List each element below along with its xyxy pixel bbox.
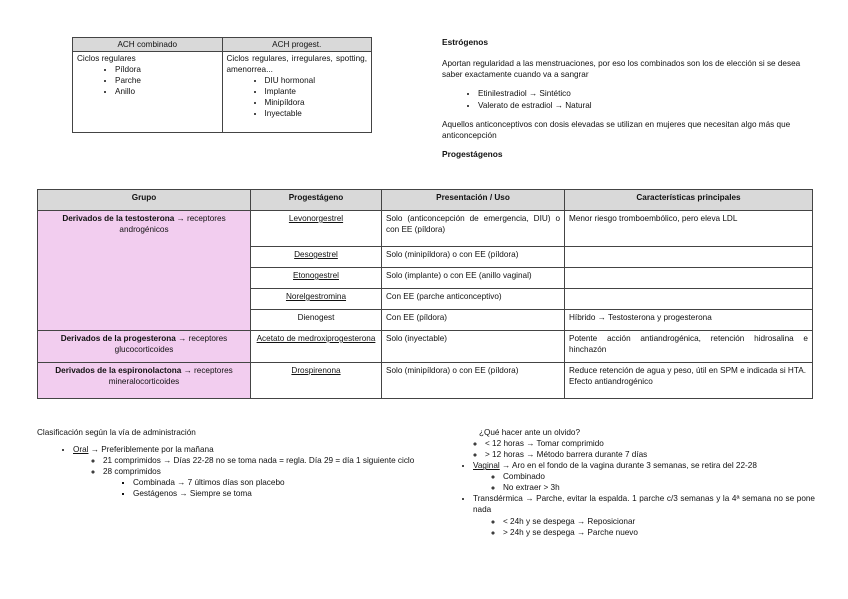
ach-left-item: • Píldora — [115, 64, 218, 75]
table-row — [38, 331, 813, 363]
group-espironolactona: Derivados de la espironolactona → receptores mineralocorticoides — [38, 363, 251, 399]
oral-sub-28: ◦ 28 comprimidos ▪ Combinada → 7 últimos días son placebo ▪ Gestágenos → Siempre se toma — [103, 466, 437, 499]
drug-features — [565, 268, 813, 289]
estrogenos-section — [442, 37, 814, 170]
estrogenos-note: Aquellos anticonceptivos con dosis elevadas se utilizan en mujeres que necesitan algo más que anticoncepción — [442, 119, 791, 140]
ach-right-item: • Inyectable — [265, 108, 368, 119]
olvido-title: ¿Qué hacer ante un olvido? — [479, 428, 581, 437]
header-caracteristicas: Características principales — [565, 190, 813, 211]
table-row — [38, 211, 813, 247]
drug-name: Norelgestromina — [251, 289, 382, 310]
progestagenos-title: Progestágenos — [442, 148, 503, 159]
drug-name: Etonogestrel — [251, 268, 382, 289]
progestagenos-table — [37, 189, 813, 399]
group-progesterona: Derivados de la progesterona → receptores glucocorticoides — [38, 331, 251, 363]
group-testosterona: Derivados de la testosterona → receptores androgénicos — [38, 211, 251, 331]
vaginal-sub: ◦ No extraer > 3h — [503, 482, 815, 493]
drug-name: Dienogest — [251, 310, 382, 331]
oral-item: • Oral → Preferiblemente por la mañana ◦ 21 comprimidos → Días 22-28 no se toma nada = regla. Día 29 = día 1 siguiente ciclo ◦ 28 comprimidos ▪ Combinada → 7 últimos días son placebo ▪ Gestágenos → Siempre se toma — [73, 444, 437, 499]
drug-name: Desogestrel — [251, 247, 382, 268]
table-row — [38, 363, 813, 399]
oral-sub-28-item: ▪ Combinada → 7 últimos días son placebo — [133, 477, 437, 488]
transdermica-sub: ◦ > 24h y se despega → Parche nuevo — [503, 527, 815, 538]
drug-features: Reduce retención de agua y peso, útil en SPM e indicada si HTA. Efecto antiandrogénico — [565, 363, 813, 399]
drug-use: Con EE (píldora) — [382, 310, 565, 331]
drug-use: Solo (minipíldora) o con EE (píldora) — [382, 363, 565, 399]
ach-cell-progest — [222, 52, 372, 133]
ach-cell-combinado — [73, 52, 223, 133]
drug-name: Acetato de medroxiprogesterona — [251, 331, 382, 363]
drug-use: Con EE (parche anticonceptivo) — [382, 289, 565, 310]
oral-sub-28-item: ▪ Gestágenos → Siempre se toma — [133, 488, 437, 499]
drug-features: Híbrido → Testosterona y progesterona — [565, 310, 813, 331]
clasificacion-title: Clasificación según la vía de administración — [37, 428, 196, 437]
drug-use: Solo (inyectable) — [382, 331, 565, 363]
estrogeno-item: • Valerato de estradiol → Natural — [478, 100, 814, 111]
drug-use: Solo (minipíldora) o con EE (píldora) — [382, 247, 565, 268]
transdermica-sub: ◦ < 24h y se despega → Reposicionar — [503, 516, 815, 527]
drug-features: Menor riesgo tromboembólico, pero eleva LDL — [565, 211, 813, 247]
estrogenos-intro: Aportan regularidad a las menstruaciones, por eso los combinados son los de elección si se desea saber exactamente cuando va a sangrar — [442, 59, 801, 80]
drug-features: Potente acción antiandrogénica, retención hidrosalina e hinchazón — [565, 331, 813, 363]
clasificacion-section — [37, 427, 437, 499]
vaginal-sub: ◦ Combinado — [503, 471, 815, 482]
ach-left-intro: Ciclos regulares — [77, 54, 136, 64]
vaginal-item: • Vaginal → Aro en el fondo de la vagina durante 3 semanas, se retira del 22-28 ◦ Combinado ◦ No extraer > 3h — [473, 460, 815, 493]
oral-sub-21: ◦ 21 comprimidos → Días 22-28 no se toma nada = regla. Día 29 = día 1 siguiente ciclo — [103, 455, 437, 466]
drug-name: Levonorgestrel — [251, 211, 382, 247]
ach-right-item: • Implante — [265, 86, 368, 97]
drug-features — [565, 289, 813, 310]
drug-use: Solo (implante) o con EE (anillo vaginal) — [382, 268, 565, 289]
drug-features — [565, 247, 813, 268]
ach-right-item: • Minipíldora — [265, 97, 368, 108]
olvido-item: ◦ > 12 horas → Método barrera durante 7 días — [485, 449, 815, 460]
olvido-section — [455, 427, 815, 538]
ach-left-item: • Anillo — [115, 86, 218, 97]
ach-right-intro: Ciclos regulares, irregulares, spotting, amenorrea... — [226, 54, 367, 75]
transdermica-item: • Transdérmica → Parche, evitar la espalda. 1 parche c/3 semanas y la 4ª semana no se pone nada ◦ < 24h y se despega → Reposicionar ◦ > 24h y se despega → Parche nuevo — [473, 493, 815, 537]
header-grupo: Grupo — [38, 190, 251, 211]
drug-name: Drospirenona — [251, 363, 382, 399]
ach-header-progest: ACH progest. — [222, 38, 372, 52]
olvido-item: ◦ < 12 horas → Tomar comprimido — [485, 438, 815, 449]
header-progestageno: Progestágeno — [251, 190, 382, 211]
header-presentacion: Presentación / Uso — [382, 190, 565, 211]
drug-use: Solo (anticoncepción de emergencia, DIU) o con EE (píldora) — [382, 211, 565, 247]
estrogenos-title: Estrógenos — [442, 37, 489, 47]
ach-table — [72, 37, 372, 133]
ach-header-combinado: ACH combinado — [73, 38, 223, 52]
estrogeno-item: • Etinilestradiol → Sintético — [478, 88, 814, 99]
ach-right-item: • DIU hormonal — [265, 75, 368, 86]
ach-left-item: • Parche — [115, 75, 218, 86]
